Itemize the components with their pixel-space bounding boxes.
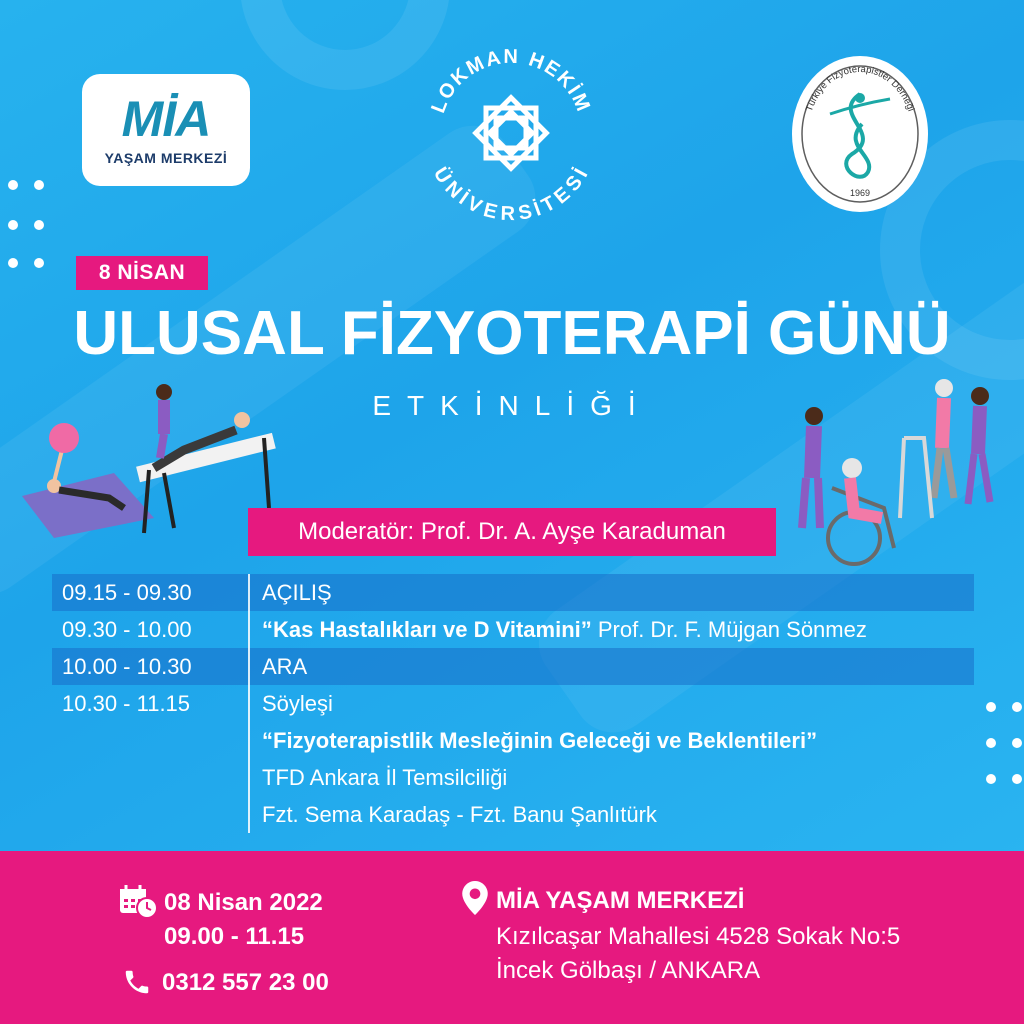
schedule-row: [52, 722, 974, 759]
venue-name: MİA YAŞAM MERKEZİ: [496, 887, 745, 914]
event-hours: 09.00 - 11.15: [164, 923, 305, 950]
schedule-divider: [248, 574, 250, 611]
calendar-clock-icon: [118, 883, 158, 919]
event-date: 08 Nisan 2022: [164, 889, 323, 916]
schedule-time: 09.15 - 09.30: [62, 579, 192, 605]
schedule-description: AÇILIŞ: [262, 579, 332, 605]
schedule-description: “Fizyoterapistlik Mesleğinin Geleceği ve Beklentileri”: [262, 727, 818, 753]
location-pin-icon: [462, 881, 488, 915]
page-title: ULUSAL FİZYOTERAPİ GÜNÜ: [73, 299, 951, 368]
schedule-row: [52, 796, 974, 833]
lokman-hekim-logo: [416, 38, 606, 228]
tfd-logo-year: 1969: [849, 188, 871, 198]
schedule-divider: [248, 759, 250, 796]
mia-logo-wordmark: MİA: [121, 91, 211, 147]
schedule-time: 10.00 - 10.30: [62, 653, 192, 679]
tfd-logo: [790, 54, 930, 214]
schedule-row: [52, 759, 974, 796]
schedule-row: [52, 685, 974, 722]
schedule-description: ARA: [262, 653, 308, 679]
schedule-divider: [248, 722, 250, 759]
page-subtitle: ETKİNLİĞİ: [372, 390, 652, 421]
venue-address-line1: Kızılcaşar Mahallesi 4528 Sokak No:5: [496, 923, 901, 950]
tfd-logo-text: Türkiye Fizyoterapistler Derneği: [803, 63, 917, 113]
mia-logo-subtitle: YAŞAM MERKEZİ: [104, 150, 228, 166]
schedule-description: Söyleşi: [262, 690, 333, 716]
lokman-logo-top-text: LOKMAN HEKİM: [427, 45, 595, 117]
lokman-logo-bottom-text: ÜNİVERSİTESİ: [429, 163, 594, 225]
footer-banner: [0, 851, 1024, 1024]
schedule-row: [52, 611, 974, 648]
phone-icon: [122, 967, 152, 997]
schedule-description: TFD Ankara İl Temsilciliği: [262, 764, 508, 790]
venue-address-line2: İncek Gölbaşı / ANKARA: [496, 957, 761, 984]
schedule-divider: [248, 611, 250, 648]
schedule-description: “Kas Hastalıkları ve D Vitamini” Prof. Dr. F. Müjgan Sönmez: [262, 616, 867, 642]
schedule-time: 10.30 - 11.15: [62, 690, 191, 716]
schedule-row: [52, 574, 974, 611]
schedule-row: [52, 648, 974, 685]
schedule-time: 09.30 - 10.00: [62, 616, 192, 642]
schedule-divider: [248, 685, 250, 722]
svg-text:ÜNİVERSİTESİ: [429, 163, 593, 225]
date-badge: 8 NİSAN: [76, 256, 208, 290]
moderator-banner: Moderatör: Prof. Dr. A. Ayşe Karaduman: [248, 508, 776, 556]
schedule-description: Fzt. Sema Karadaş - Fzt. Banu Şanlıtürk: [262, 801, 657, 827]
schedule-divider: [248, 648, 250, 685]
schedule-table: [52, 574, 974, 833]
mia-logo: [82, 74, 250, 186]
elderly-care-illustration: [784, 378, 1004, 573]
lokman-logo-star-emblem: [476, 98, 547, 169]
schedule-divider: [248, 796, 250, 833]
physiotherapy-illustration: [14, 378, 284, 548]
phone-number: 0312 557 23 00: [162, 969, 329, 996]
